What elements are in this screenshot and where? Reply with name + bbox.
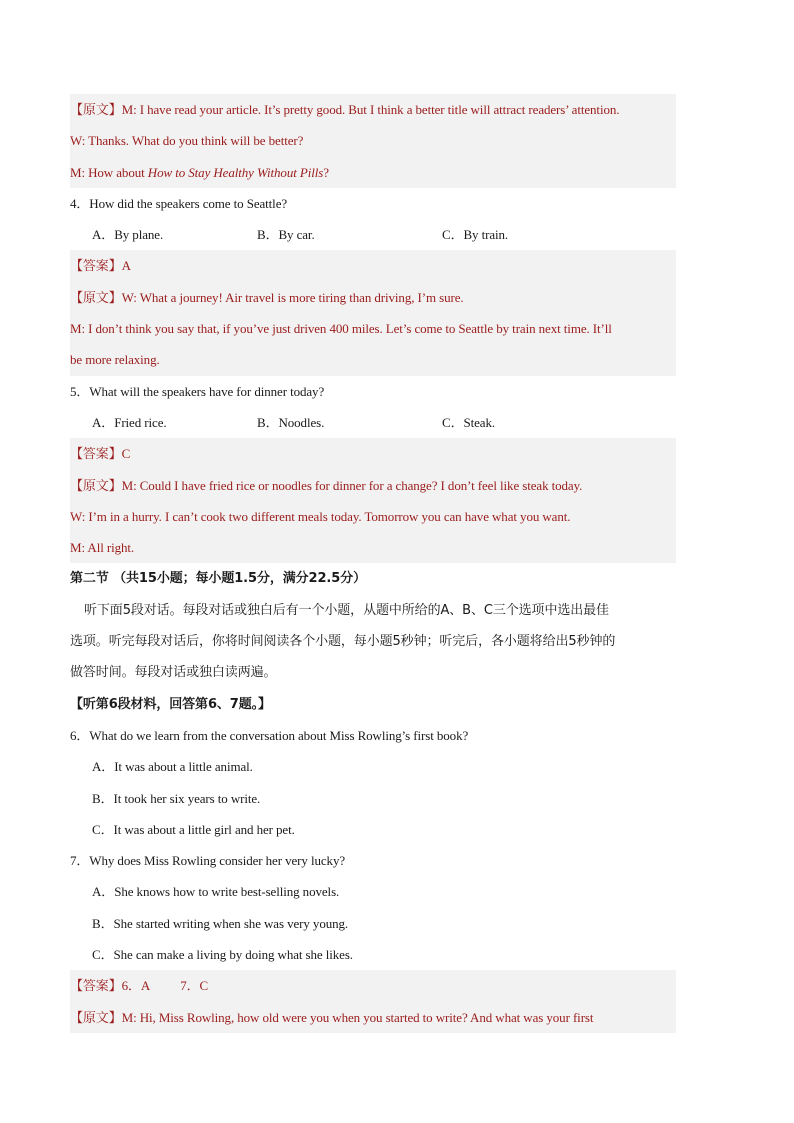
section-heading: 第二节 （共15小题；每小题1.5分，满分22.5分） [70, 571, 367, 587]
transcript-line: be more relaxing. [70, 352, 160, 368]
answer-block-5 [70, 438, 676, 563]
answer-block-4 [70, 250, 676, 375]
transcript-line: 【原文】W: What a journey! Air travel is more tiring than driving, I’m sure. [70, 289, 464, 306]
transcript-line: 【原文】M: Could I have fried rice or noodles for dinner for a change? I don’t feel like steak today. [70, 477, 583, 494]
answer-value: A [121, 258, 131, 274]
option-c: C．By train. [442, 227, 509, 243]
option-a: A．Fried rice. [92, 414, 167, 430]
answer-value: C [121, 446, 131, 462]
answer-line [70, 438, 676, 469]
option-c: C．She can make a living by doing what she likes. [92, 947, 353, 963]
transcript-tag: 【原文】 [70, 478, 122, 494]
option-a: A．It was about a little animal. [92, 759, 253, 775]
question-7: 7．Why does Miss Rowling consider her very lucky? [70, 853, 346, 869]
option-a: A．She knows how to write best-selling novels. [92, 884, 340, 900]
option-b: B．She started writing when she was very young. [92, 915, 349, 931]
answer-tag: 【答案】 [70, 259, 122, 275]
answer-tag: 【答案】 [70, 979, 122, 995]
transcript-tag: 【原文】 [70, 1010, 122, 1026]
question-4: 4．How did the speakers come to Seattle? [70, 195, 288, 211]
transcript-line: 【原文】M: I have read your article. It’s pretty good. But I think a better title will attract readers’ attention. [70, 102, 620, 117]
question-6: 6．What do we learn from the conversation about Miss Rowling’s first book? [70, 727, 469, 743]
instruction-line: 听下面5段对话。每段对话或独白后有一个小题，从题中所给的A、B、C三个选项中选出最佳 [84, 602, 609, 618]
option-b: B．It took her six years to write. [92, 790, 261, 806]
answer-tag: 【答案】 [70, 447, 122, 463]
document-page [70, 94, 676, 1033]
option-c: C．Steak. [442, 414, 496, 430]
transcript-line: W: I’m in a hurry. I can’t cook two different meals today. Tomorrow you can have what you want. [70, 508, 571, 524]
suggested-title: How to Stay Healthy Without Pills [147, 164, 324, 180]
transcript-line: M: All right. [70, 540, 135, 556]
option-c: C．It was about a little girl and her pet. [92, 821, 295, 837]
instruction-line: 做答时间。每段对话或独白读两遍。 [70, 665, 277, 681]
option-a: A．By plane. [92, 227, 164, 243]
answer-line [70, 970, 676, 1001]
material-note: 【听第6段材料，回答第6、7题。】 [70, 696, 271, 712]
answer-line [70, 250, 676, 281]
question-5-options [70, 407, 676, 438]
answer-6: 6．A [121, 978, 151, 994]
transcript-tag: 【原文】 [70, 290, 122, 306]
question-5: 5．What will the speakers have for dinner today? [70, 383, 325, 399]
transcript-block-3 [70, 94, 676, 188]
transcript-line: W: Thanks. What do you think will be better? [70, 133, 304, 149]
question-4-options [70, 219, 676, 250]
instruction-line: 选项。听完每段对话后，你将时间阅读各个小题，每小题5秒钟；听完后，各小题将给出5秒钟的 [70, 634, 616, 650]
option-b: B．By car. [257, 227, 315, 243]
transcript-line: 【原文】M: Hi, Miss Rowling, how old were you when you started to write? And what was your first [70, 1009, 594, 1026]
transcript-tag: 【原文】 [70, 102, 122, 117]
answer-block-6-7 [70, 970, 676, 1033]
answer-7: 7．C [180, 978, 209, 994]
option-b: B．Noodles. [257, 414, 325, 430]
transcript-line: M: How about How to Stay Healthy Without Pills? [70, 164, 329, 180]
transcript-line: M: I don’t think you say that, if you’ve just driven 400 miles. Let’s come to Seattle by train next time. It’ll [70, 321, 612, 337]
